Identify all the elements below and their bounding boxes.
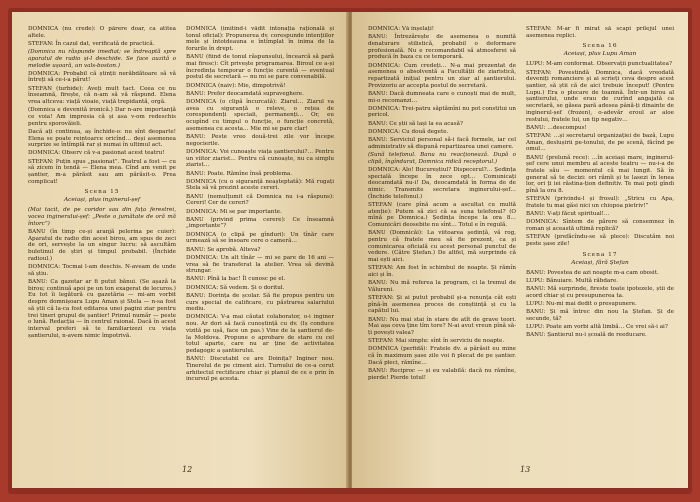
dialogue-line: DOMNICA: Cu două degete. (368, 128, 449, 135)
dialogue-line: BANU: Șantierul nu-i școală de reeducare. (526, 332, 647, 339)
dialogue-line: BANU (în timp ce-și aranjă pelerina pe cuier): Aparatul de radio din acest birou, am spus de zeci de ori, servește la un singur lucru: să ascultăm buletinul de știri și timpul probabil. (Închide radioul.) (28, 229, 176, 262)
dialogue-line: DOMNICA: V-a mai căutat colaborator, o-i inginer nou. Ar dori să facă cunoștință cu dv. (Iș conduce vizită pe ușă, face un pas.) Vine de la șantierul de-la Moldova. Propune o aprobare de stare cu cel totul aparte, care nu ar ține de activitatea pedagogic a șantierului. (186, 314, 334, 354)
dialogue-line: STEFAN: Mai simplu: sînt în serviciu de noapte. (368, 338, 505, 345)
dialogue-line: STEFAN: M-ar fi mirat să scapi prilejul unei asemenea replici. (526, 26, 674, 39)
dialogue-line: LUPU: Nu-mi mai dedit o presupunere. (526, 301, 637, 307)
dialogue-line: BANU: Mă surprinde, fireste toate ipotezele, știi de acord chiar și cu presupunerea ta. (526, 286, 674, 299)
dialogue-line: DOMNICA: Sîntem de părere să consemnez în roman și această ultimă replică? (526, 219, 674, 233)
scene-subtitle: Aceiași, plus Lupu Aman (563, 51, 637, 58)
dialogue-line: DOMNICA: Tocmai l-am deschis. N-aveam de unde să știu. (28, 264, 176, 277)
dialogue-line: STEFAN: În cazul dat, verificată de practică. (28, 40, 155, 47)
page-number: 12 (182, 465, 193, 474)
dialogue-line: BANU: Poate. Rămîne însă problema. (186, 170, 293, 177)
dialogue-line: BANU: Ca gazetar ar fi putut bănui. (Se așază la birou; continuă apoi pe un ton exagerat de lecuros.) Eu tot îi legătură cu gazetăria — mi-am vorbit despre domnișoara Lupu Aman și Stela — n-sa fost să știi că la-ca fost editarea unei pagini ziar pentru trei tineri grupul de șantier! Primul număr — peste o lună. Redacția — în centrul raional. Dacă în acest interval preferi să te familiarizezi cu viața șantierului, n-avem nimic împotrivă. (28, 279, 176, 339)
dialogue-line: BANU (fiind de tonul răspunsului, încearcă să pară mai firesc): Cît privește programarea. Biroul ce a-și încredința temporar o funcție curentă — eventual postul de secretară — nu mi se pare convenabilă. (186, 54, 334, 81)
dialogue-line: BANU (nemulțumit că Domnica nu i-a răspuns): Cereri! Cer de cereri? (186, 193, 334, 207)
dialogue-line: (Domnica e devenită ironică.) Dar n-are importanță ce voia! Am impresia că și asa v-om redeschis pentru sporovăieli. (28, 107, 176, 127)
left-page (12, 12, 348, 488)
dialogue-line: DOMNICA (o clipă pe gînduri): Un tînăr care urmează să se însoare cere o cameră… (186, 231, 334, 245)
dialogue-line: DOMNICA (nu crede): O părere doar, ca atîtea altele. (28, 26, 176, 39)
dialogue-line: BANU: Peste vreo două-trei zile vor începe negocierile. (186, 134, 334, 147)
scene-subtitle: Aceiași, plus inginerul-șef (64, 197, 140, 204)
dialogue-line: BANU (prelună rece): …în aceiași mare, inginerul-șef cere unui membru al aceste teatru — nu-i-a de fratele său — momentul că mai lungit. Să în general să te decizi: ori rămîi și te lasezi în lenea lor, ori ți iei răstina-țion definitiv. Te mai poți gîndi pînă la ora 8. (526, 154, 674, 195)
dialogue-line: LUPU: M-am conformat. Observații punctualitatea? (526, 61, 672, 68)
dialogue-line: STEFAN (care pînă acum a ascultat cu multă atenție): Putem să zici că sa suna telefonul? (O mînă pe Domnica.) Ședința începe la ora 8… Comunicări deosebite nu sînt… Totul e în regulă. (368, 201, 516, 228)
dialogue-line: DOMNICA: Alo! Bucureștiul? Dispecerul?… Ședința specială începe în zece opt… Comunicați deocamdată nu-i! Da, deocamdată în forma de de nimic. Transmite secretara inginerului-șef… (Închide telefonul.) (368, 166, 516, 200)
dialogue-line: BANU: Reciproc — și eu valabilă: dacă nu rămîne, pierde! Pierde totul! (368, 368, 516, 381)
dialogue-line: BANU: Dacă dumneata care o cunoști mai de mult, mi-o recomanzi… (368, 90, 516, 104)
scene-subtitle: Aceiași, fără Ștefan (571, 259, 629, 266)
dialogue-line: DOMNICA (perfidă): Fratele dv. a părăsit eu mine că în maximum șase zile voi fi plecat de pe șantier. Dacă pleci, rămîne… (368, 346, 516, 366)
dialogue-line: BANU: V-ați făcut spiritual!… (526, 211, 610, 218)
left-page-column-1 (28, 26, 176, 462)
left-page-column-2 (186, 26, 334, 462)
dialogue-line: DOMNICA: Observ că v-a pasionat acest teatru! (28, 150, 165, 157)
dialogue-line: DOMNICA (imitînd-i vădit intonația rațională și tonul oficial): Propunerea dv. corespunde intențiilor mele și întotdeauna e întîmplat în inima de la forurile în drept. (186, 26, 334, 53)
dialogue-line: DOMNICA: Un alt tînăr — mi se pare de 16 ani — vrea să fie transferat la atelier. Vrea să devină strungar. (186, 254, 334, 275)
stage-direction: (Domnica nu răspunde imediat; se îndreaptă spre aparatul de radio și-l deschide. Se face auzită o melodie ușoară, un vals-boston.) (28, 49, 176, 69)
dialogue-line: STEFAN: …și secretarul organizației de bază, Lupu Aman, deslușirii pe-tonului, de pe scenă, făcînd pe omul… (526, 132, 674, 153)
dialogue-line: Dacă ați continua, aș închide-o: nu sînt deoparte! Elena se poate reintoarce oricînd… deși asemenea surprize se întîmplă rar și numai în ultimul act. (28, 128, 176, 149)
open-book (8, 8, 692, 494)
stage-direction: (Sună telefonul. Banu nu reacționează. După o clipă, îngîndurat, Domnica ridică receptorul.) (368, 151, 516, 165)
dialogue-line: BANU (privind prima cerere): Ce înseamnă „importante”? (186, 216, 334, 230)
dialogue-line: BANU: Discutabil ce are Doinița? Inginer nou. Tinerelul de pe ciment aici. Turnului de ce-a cerut arhitectul rectificare chiar și planul de ce e prin în incursul pe acesta. (186, 356, 334, 383)
dialogue-line: DOMNICA (o clipă încurcată): Ziarul… Ziarul va avea cu siguranță o releve, o rețea de corespondenți speciali, permanenți… Or, eu ocupînd cu timpul o funcție, o funcție concretă, asemenea cu acesta… Mie mi se pare clar! (186, 99, 334, 132)
dialogue-line: DOMNICA: Trei-patru săptămîni nu pot constitui un pericol. (368, 105, 516, 119)
dialogue-line: BANU: Și mă întrec din nou la Ștefan. Și de secunde, tă? (526, 309, 674, 322)
dialogue-line: STEFAN (privindu-l și frosul): „Stricu cu Apa, fratele tu mai găsi nici un chiopoa pietriv!” (526, 196, 674, 209)
dialogue-line: STEFAN: Și ai putut probabil și-a renunța cât ești pînă-în asemenea proces de conștiință și cu la capătul lui. (368, 295, 516, 315)
dialogue-line: STEFAN: Povestindă Domnica, dacă vreodată deveniți romanciere și ai scrieți ceva despre acest șantier, să știi că de aici trebuie început! (Pentru Lupu.) Era o plecare de toamnă. Într-un birou al șantierului, unde erau de curînd angajată ca secretară, se găsea pară adesea până-ți dinainte de inginerul-șef (frozen), o-adevăr eroul ar aloe restului, fratele lui, un tip negativ… (526, 69, 674, 123)
scene-title: Scena 17 (582, 251, 618, 258)
dialogue-line: STEFAN (prefăcîndu-se să plece): Discutăm noi peste șase zile! (526, 234, 674, 247)
dialogue-line: DOMNICA: Voi cunoaște viața șantierului?… Pentru un viitor ziarist… Pentru că cunoaște, nu ca simplu ziarist… (186, 148, 334, 169)
right-page (352, 12, 688, 488)
right-page-column-1 (368, 26, 516, 462)
dialogue-line: BANU: Povestea de azi noapte m-a cam obosit. (526, 269, 659, 276)
scene-title: Scena 16 (582, 43, 618, 50)
scene-title: Scena 15 (84, 189, 120, 196)
dialogue-line: DOMNICA (cu o siguranță neașteptată): Mă rugați Stela să vă prezint aceste cereri. (186, 178, 334, 192)
dialogue-line: STEFAN: Puțin spus „pasionat”. Teatrul a fost — cu să zicem în tendă — Elena mea. Cînd am venit pe șantier, m-a părăsit sau am părăsit-o. Prea complicat! (28, 158, 176, 185)
dialogue-line: DOMNICA: Să vedem. Și o doritul. (186, 284, 285, 291)
page-number: 13 (520, 465, 531, 474)
dialogue-line: BANU: Dorința de școlar. Să fie propus pentru un curs special de calificare, cu păstrarea salariului mediu. (186, 292, 334, 313)
dialogue-line: LUPU: Bănuiare. Multă răbdare. (526, 277, 619, 284)
dialogue-line: STEFAN (turbide): Aveți mult tact. Ceea ce nu înseamnă, firește, că n-am să vă răspund. Elena vrea altceva: viață vioaie, viață trepidantă, orgă. (28, 85, 176, 106)
dialogue-line: BANU: Serviciul personal să-i facă formele, iar cel administrativ să dispună repartizarea unei camere. (368, 137, 516, 150)
dialogue-line: LUPU: Poate am vorbi altă limbă… Ce vrei să-i ai? (526, 324, 668, 331)
stage-direction: (Mai tacit, de pe coridor sau din fața ferestrei, vocea inginerului-șef: „Peste o jumătate de oră mă întorc”) (28, 207, 176, 227)
dialogue-line: BANU: Nu mă referea la program, ci la tremul de Vălureni. (368, 280, 516, 293)
dialogue-line: BANU: Prefer deocamdată supraveghere. (186, 90, 304, 97)
dialogue-line: DOMNICA: Mi se par importante. (186, 208, 282, 215)
dialogue-line: DOMNICA: Cum credeți… N-a mai prezentat de asemenea o absolventă a Facultății de ziaristică, repartizată inițial pentru un ziar al șantierului. Provizoriu ar accepta postul de secretară. (368, 62, 516, 89)
dialogue-line: STEFAN: Am fost în schimbul de noapte. Și rămîn aici și în. (368, 265, 516, 278)
dialogue-line: BANU: …descompus! (526, 124, 587, 131)
dialogue-line: BANU: Nu mai stai în stare de atît de grave teori. Mai așa ceva ține tîm tore? N-ai avut vreun pînă să-ți povești valea? (368, 316, 516, 337)
dialogue-line: DOMNICA: Probabil că știnții nerăbdătoare să vă întreți să ce-i-a părut! (28, 70, 176, 84)
dialogue-line: DOMNICA (naiv): Mie, dimpotrivă! (186, 82, 286, 89)
dialogue-line: BANU: Se aprobă. Alteva? (186, 246, 261, 253)
right-page-column-2 (526, 26, 674, 462)
dialogue-line: BANU (Domnicăi): La viitoarea ședință, vă rog, pentru că fratele meu să fie prezent, ca și comunicarea oficială cu acest personal punctul de vedere. (Către Ștefan.) De altfel, mă surprinde că mai ești aici. (368, 230, 516, 263)
dialogue-line: BANU: Ce știi să lași la ea acasă? (368, 120, 463, 127)
dialogue-line: BANU: Pînă la bac! Îl cunosc pe el. (186, 276, 286, 283)
dialogue-line: BANU: Întrezărește de asemenea o numită denaturare stilistică, probabil o deformare profesională. Nu e recomandabil să atmosferei să producă în baza cu ce temporară. (368, 34, 516, 61)
dialogue-line: DOMNICA: Vă înșelați! (368, 26, 435, 32)
